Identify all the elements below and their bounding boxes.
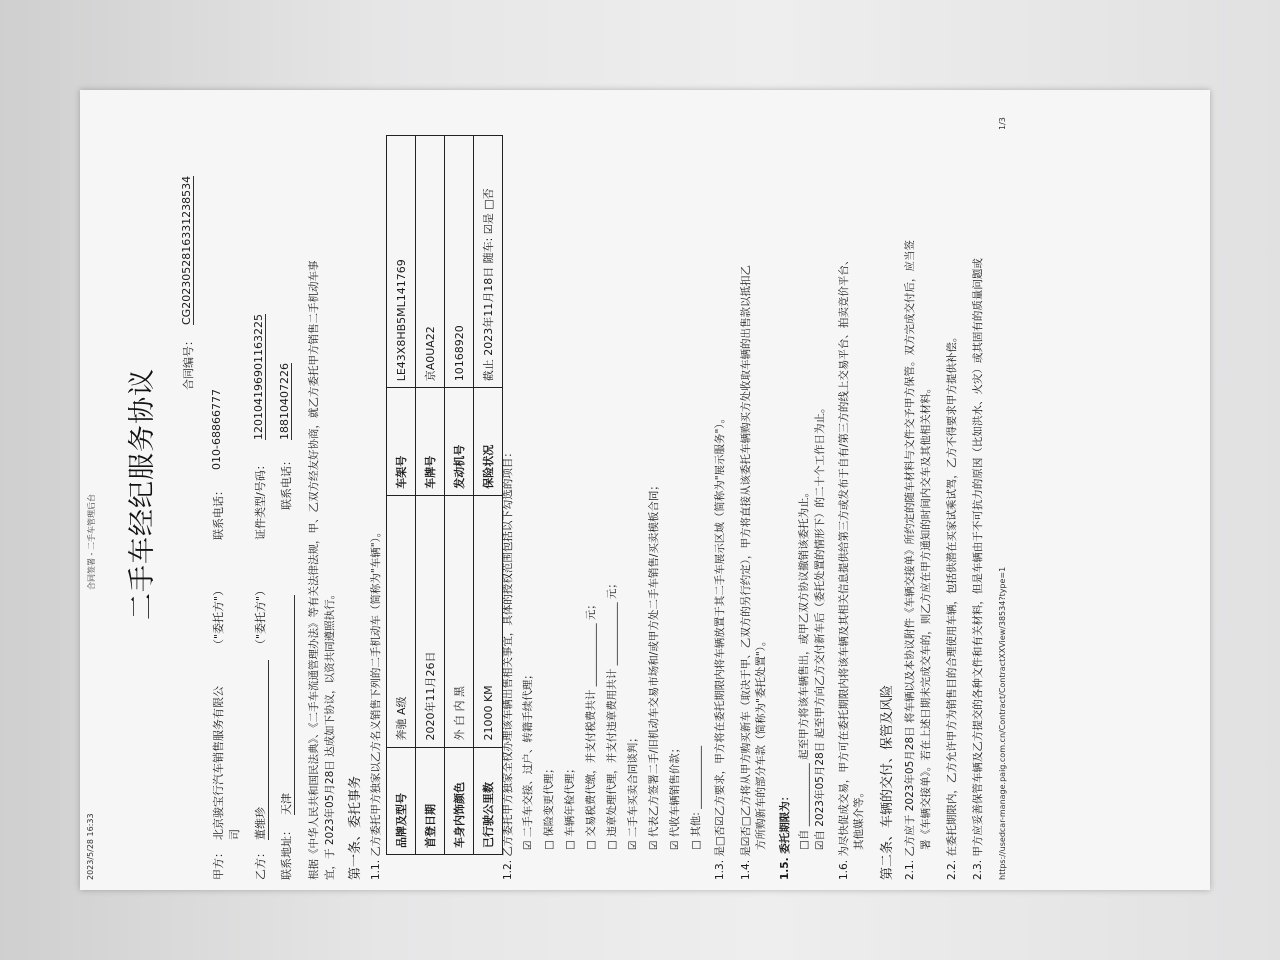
address-value: 天津: [278, 595, 295, 815]
vehicle-field-value: 10168920: [445, 136, 474, 388]
footer-url: https://usedcar-manage.paig.com.cn/Contract/ContractXXView/38534?type=1: [998, 566, 1007, 880]
vehicle-field-label: 车牌号: [416, 388, 445, 495]
party-a-role: （"委托方"）: [212, 584, 225, 650]
page-title: 二手车经纪服务协议: [127, 368, 158, 620]
clause-1-5: 1.5. 委托期限为：: [779, 790, 791, 880]
clause-1-5-option-b: ☑自 2023年05月28日 起至甲方向乙方交付新车后（委托处置的情形下）的二十个工作日为止。: [814, 402, 826, 850]
print-source: 合同签署 - 二手车管理后台: [87, 494, 96, 590]
party-a-phone: 010-68866777: [210, 389, 223, 470]
vehicle-field-label: 已行驶公里数: [474, 747, 503, 854]
contact-phone-label: 联系电话：: [280, 455, 293, 510]
authorization-option: □ 其他: ____________: [690, 745, 702, 850]
section-2-heading: 第二条、车辆的交付、保管及风险: [880, 684, 895, 880]
page-number: 1/3: [998, 117, 1007, 130]
party-b-id: 120104196901163225: [252, 314, 265, 440]
preamble-line-2: 宜，于 2023年05月28日 达成如下协议，以资共同遵照执行。: [324, 588, 336, 880]
authorization-option: ☑ 代表乙方签署二手/旧机动车交易市场和/或甲方处二手车销售/买卖模板合同；: [648, 480, 660, 850]
vehicle-field-label: 首登日期: [416, 747, 445, 854]
clause-2-1-line-2: 署《车辆交接单》。若在上述日期未完成交车的，则乙方应在甲方通知的时间内交车及其他相关材料。: [920, 382, 932, 850]
party-a-phone-label: 联系电话：: [212, 485, 225, 540]
vehicle-field-value: 外 白 内 黑: [445, 495, 474, 747]
contact-phone: 18810407226: [278, 363, 291, 440]
contract-page: [80, 90, 1210, 890]
clause-1-4-line-1: 1.4. 是☑否□乙方将从甲方购买新车（取决于甲、乙双方的另行约定），甲方将直接从该委托车辆购买方处收取车辆的出售款以抵扣乙: [740, 265, 752, 880]
clause-1-3: 1.3. 是□否☑乙方要求，甲方将在委托期限内将车辆放置于其二手车展示区域（简称为"展示服务"）。: [714, 412, 726, 880]
authorization-option: ☑ 代收车辆销售价款；: [669, 742, 681, 850]
address-label: 联系地址：: [280, 825, 293, 880]
vehicle-field-value: 21000 KM: [474, 495, 503, 747]
vehicle-field-label: 发动机号: [445, 388, 474, 495]
vehicle-row: [445, 136, 474, 855]
vehicle-field-value: LE43X8HB5ML141769: [387, 136, 416, 388]
vehicle-field-label: 保险状况: [474, 388, 503, 495]
party-b-name: 董维珍: [252, 660, 269, 840]
clause-1-1: 1.1. 乙方委托甲方独家以乙方名义销售下列的二手机动车（简称为"车辆"）。: [370, 526, 382, 880]
vehicle-field-label: 车身内饰颜色: [445, 747, 474, 854]
authorization-option: □ 车辆年检代理；: [564, 763, 576, 850]
contract-no-label: 合同编号：: [182, 335, 195, 390]
vehicle-field-label: 车架号: [387, 388, 416, 495]
party-a-name: 北京骏宝行汽车销售服务有限公: [212, 686, 225, 840]
vehicle-field-value: 京A0UA22: [416, 136, 445, 388]
party-b-id-label: 证件类型/号码：: [254, 459, 267, 540]
party-a-name-cont: 司: [228, 829, 241, 840]
authorization-option: □ 违章处理代理，并支付违章费用共计 ____________ 元；: [606, 578, 618, 850]
clause-1-4-line-2: 方所购新车的部分车款（简称为"委托处置"）。: [755, 635, 767, 850]
vehicle-field-label: 品牌及型号: [387, 747, 416, 854]
vehicle-table: [386, 135, 503, 855]
authorization-option: □ 交易税费代缴，并支付税费共计 ____________ 元；: [585, 599, 597, 850]
print-datetime: 2023/5/28 16:33: [86, 813, 95, 880]
clause-2-2: 2.2. 在委托期限内，乙方允许甲方为销售目的合理使用车辆，包括供潜在买家试乘试驾，乙方不得要求甲方提供补偿。: [946, 331, 958, 880]
vehicle-row: [387, 136, 416, 855]
vehicle-field-value: 2020年11月26日: [416, 495, 445, 747]
party-b-label: 乙方：: [254, 847, 267, 880]
vehicle-field-value: 奔驰 A级: [387, 495, 416, 747]
preamble-line-1: 根据《中华人民共和国民法典》、《二手车流通管理办法》等有关法律法规，甲、乙双方经友好协商，就乙方委托甲方销售二手机动车事: [308, 260, 320, 880]
party-b-role: （"委托方"）: [254, 584, 267, 650]
clause-1-6-line-2: 其他媒介等。: [853, 787, 865, 850]
vehicle-row: [416, 136, 445, 855]
contract-no: CG202305281633123853​4: [180, 175, 193, 325]
vehicle-field-value: 截止 2023年11月18日 随车: ☑是 □否: [474, 136, 503, 388]
vehicle-row: [474, 136, 503, 855]
clause-2-1-line-1: 2.1. 乙方应于 2023年05月28日 将车辆以及本协议附件《车辆交接单》所约定的随车材料与文件交予甲方保管。双方完成交付后，应当签: [904, 240, 916, 880]
party-a-label: 甲方：: [212, 847, 225, 880]
section-1-heading: 第一条、委托事务: [348, 775, 363, 880]
clause-1-2: 1.2. 乙方委托甲方独家全权办理该车辆出售相关事宜，具体的授权范围包括以下勾选的项目：: [502, 447, 514, 880]
clause-1-5-option-a: □自 ____________ 起至甲方将该车辆售出，或甲乙双方协议撤销该委托为止。: [798, 486, 810, 850]
authorization-option: ☑ 二手车买卖合同谈判；: [627, 732, 639, 850]
clause-1-6-line-1: 1.6. 为尽快促成交易，甲方可在委托期限内将该车辆及其相关信息提供给第三方或发布于自有/第三方的线上交易平台、拍卖竞价平台、: [838, 254, 850, 880]
clause-2-3: 2.3. 甲方应妥善保管车辆及乙方提交的各种文件和有关材料，但是车辆由于不可抗力的原因（比如洪水、火灾）或其固有的质量问题或: [972, 258, 984, 880]
authorization-option: ☑ 二手车交接、过户、转籍手续代理；: [522, 669, 534, 850]
authorization-option: □ 保险变更代理；: [543, 763, 555, 850]
